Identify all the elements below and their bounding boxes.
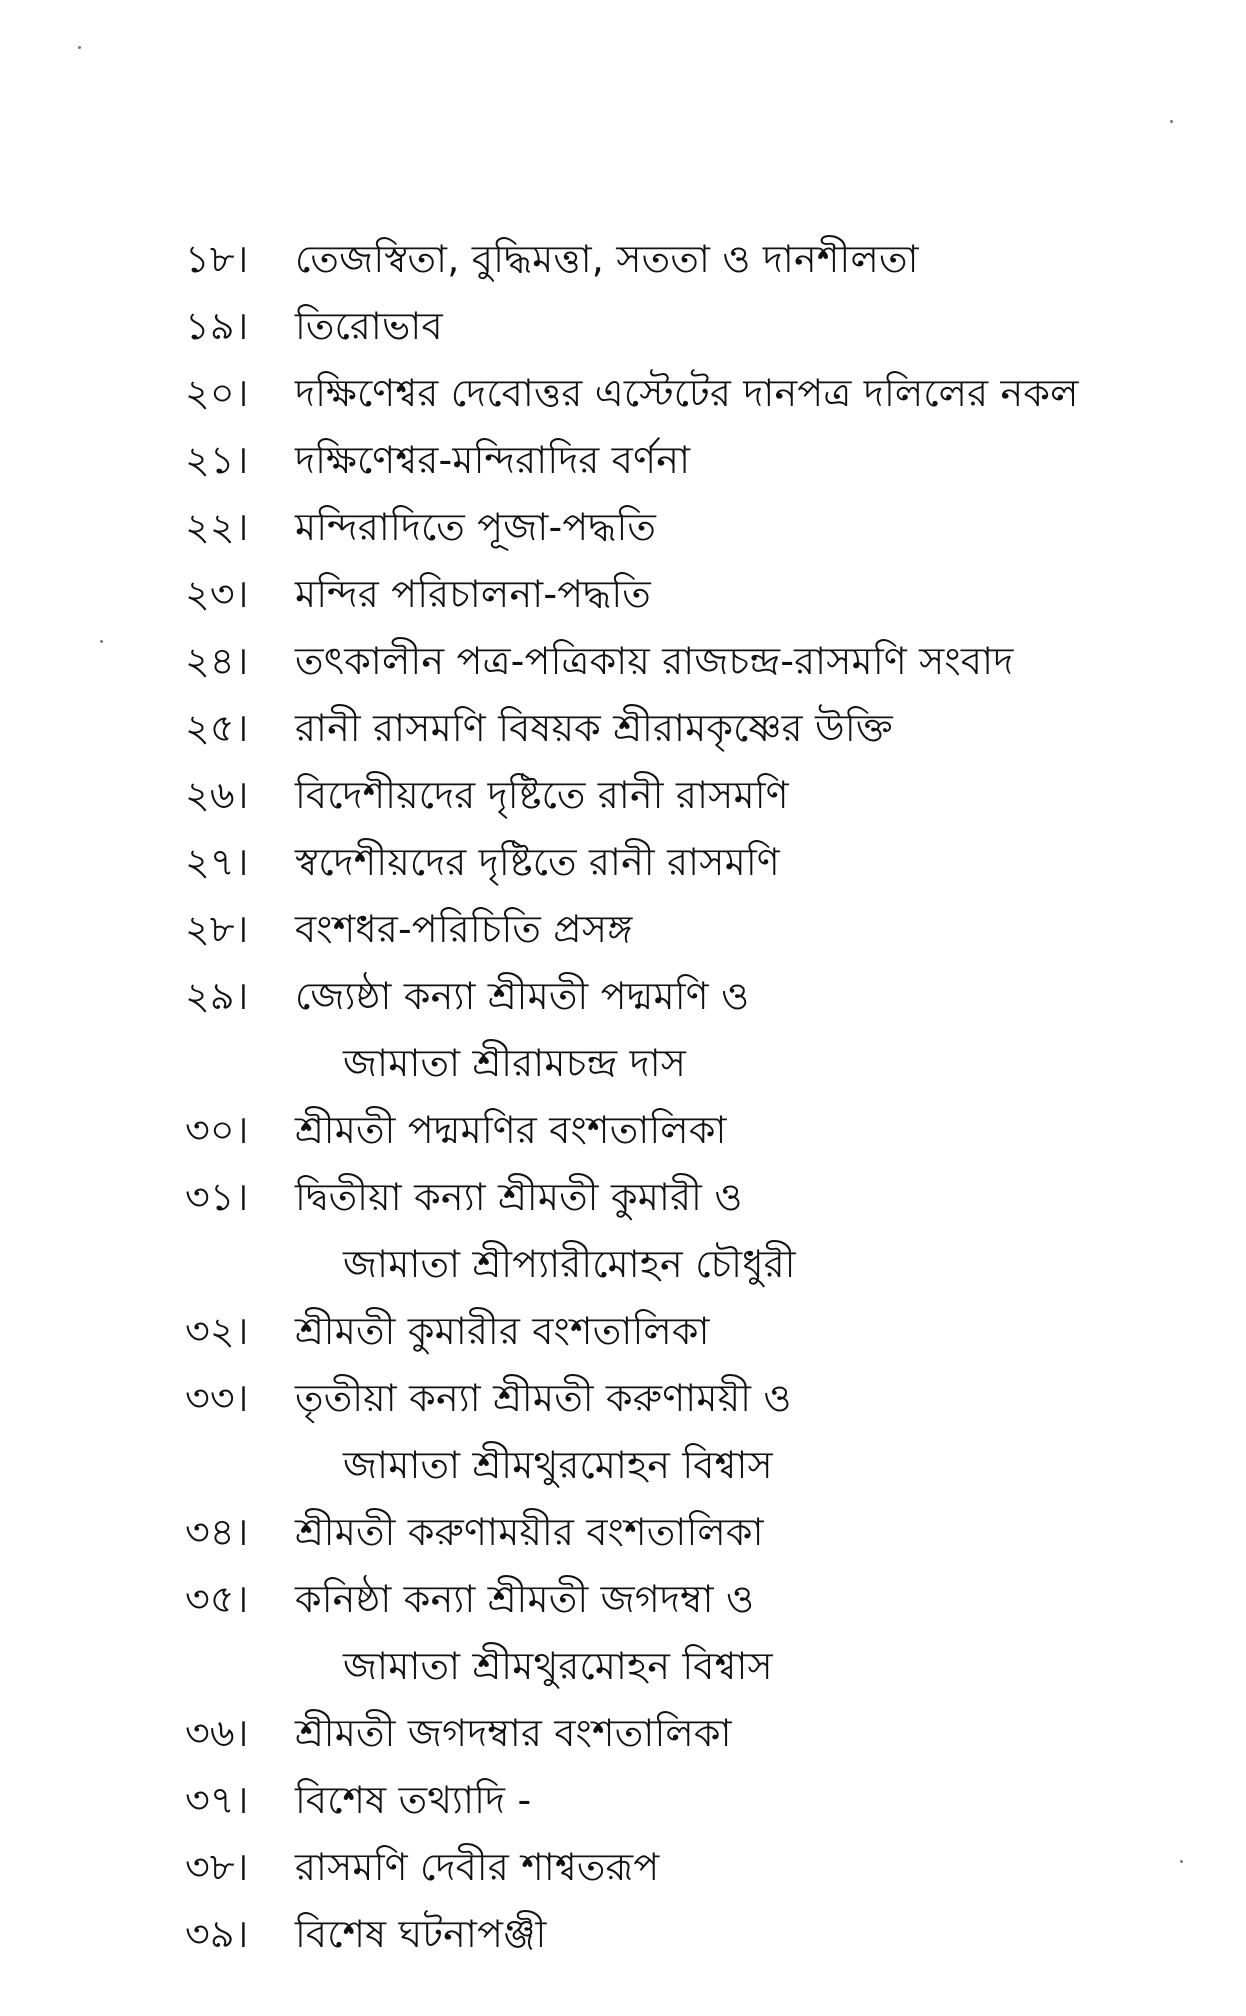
toc-entry <box>185 1164 1185 1298</box>
entry-title: বিশেষ ঘটনাপঞ্জী <box>295 1912 547 1956</box>
toc-entry <box>185 1834 1185 1901</box>
entry-number: ৩৩। <box>185 1376 249 1420</box>
entry-title: মন্দির পরিচালনা-পদ্ধতি <box>295 572 651 616</box>
toc-entry <box>185 762 1185 829</box>
entry-title: তৎকালীন পত্র-পত্রিকায় রাজচন্দ্র-রাসমণি সংবাদ <box>295 639 1014 683</box>
entry-title-block <box>295 1566 1185 1700</box>
entry-title: দক্ষিণেশ্বর দেবোত্তর এস্টেটের দানপত্র দলিলের নকল <box>295 371 1079 415</box>
table-of-contents <box>185 226 1185 1968</box>
toc-entry <box>185 1499 1185 1566</box>
toc-entry <box>185 561 1185 628</box>
entry-number: ৩৬। <box>185 1711 249 1755</box>
entry-title: বিশেষ তথ্যাদি - <box>295 1778 532 1822</box>
toc-entry <box>185 226 1185 293</box>
entry-title: তৃতীয়া কন্যা শ্রীমতী করুণাময়ী ও <box>295 1376 792 1420</box>
paper-speck <box>100 640 103 643</box>
paper-speck <box>78 46 81 49</box>
entry-number: ৩২। <box>185 1309 249 1353</box>
toc-entry <box>185 360 1185 427</box>
toc-entry <box>185 1365 1185 1499</box>
entry-title: দক্ষিণেশ্বর-মন্দিরাদির বর্ণনা <box>295 438 691 482</box>
entry-number: ২৬। <box>185 773 249 817</box>
entry-number: ৩৪। <box>185 1510 249 1554</box>
entry-title-continuation: জামাতা শ্রীপ্যারীমোহন চৌধুরী <box>343 1242 796 1286</box>
entry-number: ৩৮। <box>185 1845 249 1889</box>
entry-number: ৩০। <box>185 1108 249 1152</box>
entry-title: দ্বিতীয়া কন্যা শ্রীমতী কুমারী ও <box>295 1175 743 1219</box>
entry-number: ২৮। <box>185 907 249 951</box>
entry-title-block <box>295 1164 1185 1298</box>
entry-title: শ্রীমতী করুণাময়ীর বংশতালিকা <box>295 1510 764 1554</box>
paper-speck <box>1170 120 1173 123</box>
entry-title: তিরোভাব <box>295 304 443 348</box>
entry-title: স্বদেশীয়দের দৃষ্টিতে রানী রাসমণি <box>295 840 780 884</box>
entry-title-continuation: জামাতা শ্রীরামচন্দ্র দাস <box>343 1041 687 1085</box>
entry-title: বিদেশীয়দের দৃষ্টিতে রানী রাসমণি <box>295 773 789 817</box>
entry-title: রাসমণি দেবীর শাশ্বতরূপ <box>295 1845 660 1889</box>
entry-title-block <box>295 1365 1185 1499</box>
toc-entry <box>185 427 1185 494</box>
entry-title-continuation: জামাতা শ্রীমথুরমোহন বিশ্বাস <box>343 1443 773 1487</box>
entry-title: তেজস্বিতা, বুদ্ধিমত্তা, সততা ও দানশীলতা <box>295 237 919 281</box>
entry-title: বংশধর-পরিচিতি প্রসঙ্গ <box>295 907 633 951</box>
toc-entry <box>185 1767 1185 1834</box>
toc-entry <box>185 1298 1185 1365</box>
toc-entry <box>185 628 1185 695</box>
entry-number: ৩১। <box>185 1175 249 1219</box>
entry-number: ২৯। <box>185 974 249 1018</box>
toc-entry <box>185 896 1185 963</box>
entry-number: ২৫। <box>185 706 249 750</box>
entry-title-block <box>295 963 1185 1097</box>
toc-entry <box>185 293 1185 360</box>
toc-entry <box>185 1566 1185 1700</box>
entry-title: জ্যেষ্ঠা কন্যা শ্রীমতী পদ্মমণি ও <box>295 974 750 1018</box>
entry-title: শ্রীমতী কুমারীর বংশতালিকা <box>295 1309 710 1353</box>
toc-entry <box>185 695 1185 762</box>
entry-title-continuation: জামাতা শ্রীমথুরমোহন বিশ্বাস <box>343 1644 773 1688</box>
entry-number: ৩৫। <box>185 1577 249 1621</box>
toc-entry <box>185 1097 1185 1164</box>
entry-title: কনিষ্ঠা কন্যা শ্রীমতী জগদম্বা ও <box>295 1577 755 1621</box>
entry-number: ২২। <box>185 505 249 549</box>
entry-number: ২০। <box>185 371 249 415</box>
toc-entry <box>185 494 1185 561</box>
toc-entry <box>185 829 1185 896</box>
entry-number: ১৯। <box>185 304 249 348</box>
toc-entry <box>185 1700 1185 1767</box>
entry-number: ৩৭। <box>185 1778 249 1822</box>
entry-number: ১৮। <box>185 237 249 281</box>
entry-number: ২৪। <box>185 639 249 683</box>
entry-number: ২১। <box>185 438 249 482</box>
entry-title: মন্দিরাদিতে পূজা-পদ্ধতি <box>295 505 657 549</box>
toc-entry <box>185 963 1185 1097</box>
entry-number: ৩৯। <box>185 1912 249 1956</box>
entry-title: শ্রীমতী জগদম্বার বংশতালিকা <box>295 1711 732 1755</box>
entry-number: ২৩। <box>185 572 249 616</box>
toc-entry <box>185 1901 1185 1968</box>
entry-title: শ্রীমতী পদ্মমণির বংশতালিকা <box>295 1108 727 1152</box>
entry-title: রানী রাসমণি বিষয়ক শ্রীরামকৃষ্ণের উক্তি <box>295 706 893 750</box>
entry-number: ২৭। <box>185 840 249 884</box>
